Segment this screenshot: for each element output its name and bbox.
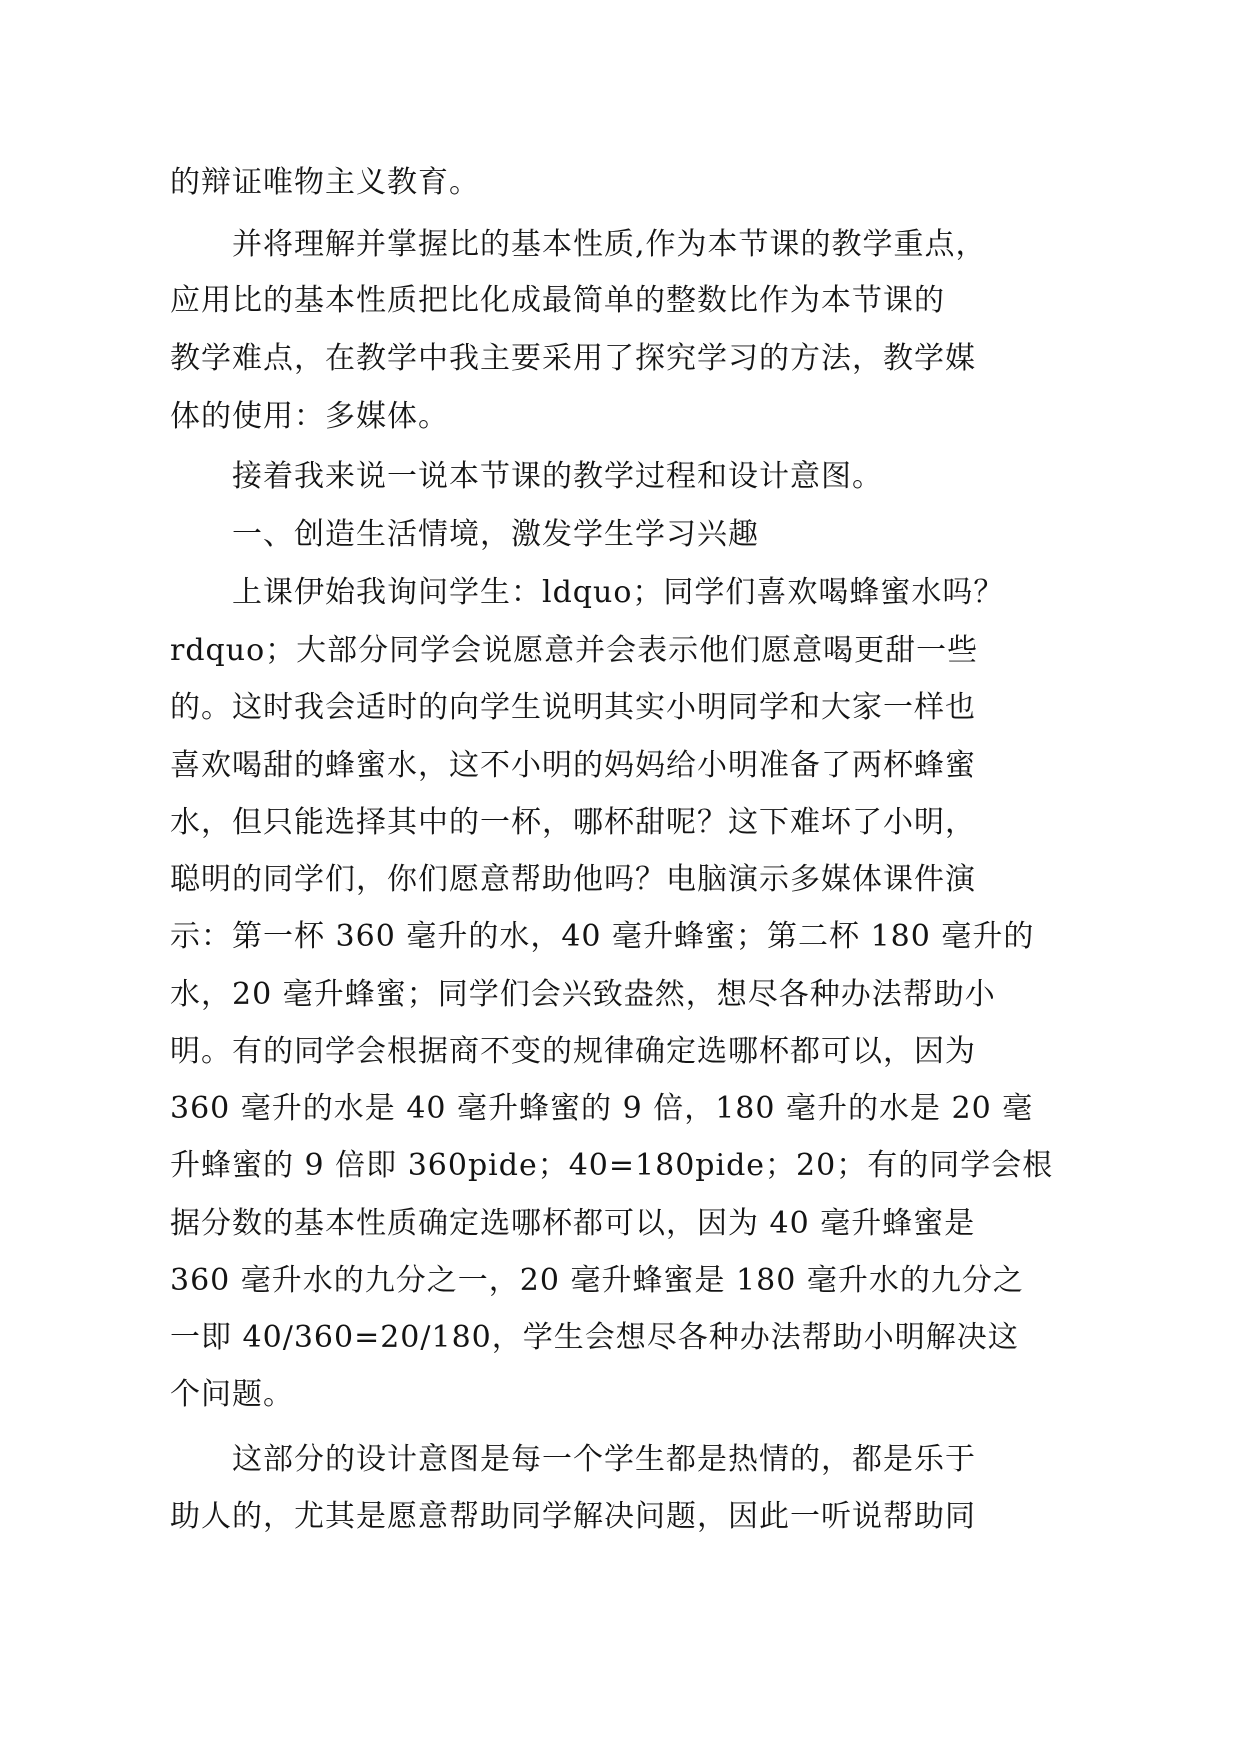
text-line: 升蜂蜜的 9 倍即 360pide；40=180pide；20；有的同学会根	[170, 1148, 1054, 1183]
text-line: 明。有的同学会根据商不变的规律确定选哪杯都可以，因为	[170, 1034, 976, 1069]
text-line: 应用比的基本性质把比化成最简单的整数比作为本节课的	[170, 283, 945, 318]
text-line: 教学难点，在教学中我主要采用了探究学习的方法，教学媒	[170, 341, 976, 376]
text-line: 360 毫升水的九分之一，20 毫升蜂蜜是 180 毫升水的九分之	[170, 1263, 1024, 1298]
text-line: 这部分的设计意图是每一个学生都是热情的，都是乐于	[232, 1442, 976, 1477]
text-line: 水，20 毫升蜂蜜；同学们会兴致盎然，想尽各种办法帮助小	[170, 977, 996, 1012]
text-line: 上课伊始我询问学生：ldquo；同学们喜欢喝蜂蜜水吗？	[232, 575, 1005, 610]
text-line: 示：第一杯 360 毫升的水，40 毫升蜂蜜；第二杯 180 毫升的	[170, 919, 1035, 954]
text-line: 的。这时我会适时的向学生说明其实小明同学和大家一样也	[170, 690, 976, 725]
text-line: 体的使用：多媒体。	[170, 399, 449, 434]
text-line: 水，但只能选择其中的一杯，哪杯甜呢？这下难坏了小明，	[170, 805, 976, 840]
text-line: 一即 40/360=20/180，学生会想尽各种办法帮助小明解决这	[170, 1320, 1019, 1355]
text-line: 个问题。	[170, 1377, 294, 1412]
text-line: 360 毫升的水是 40 毫升蜂蜜的 9 倍，180 毫升的水是 20 毫	[170, 1091, 1034, 1126]
text-line: 聪明的同学们，你们愿意帮助他吗？电脑演示多媒体课件演	[170, 862, 976, 897]
text-line: 接着我来说一说本节课的教学过程和设计意图。	[232, 459, 883, 494]
section-heading-text: 一、创造生活情境，激发学生学习兴趣	[232, 517, 759, 552]
text-line: 据分数的基本性质确定选哪杯都可以，因为 40 毫升蜂蜜是	[170, 1206, 976, 1241]
text-line: 助人的，尤其是愿意帮助同学解决问题，因此一听说帮助同	[170, 1499, 976, 1534]
text-line: rdquo；大部分同学会说愿意并会表示他们愿意喝更甜一些	[170, 633, 979, 668]
text-line: 的辩证唯物主义教育。	[170, 165, 480, 200]
text-line: 并将理解并掌握比的基本性质,作为本节课的教学重点，	[232, 227, 987, 262]
text-line: 喜欢喝甜的蜂蜜水，这不小明的妈妈给小明准备了两杯蜂蜜	[170, 748, 976, 783]
